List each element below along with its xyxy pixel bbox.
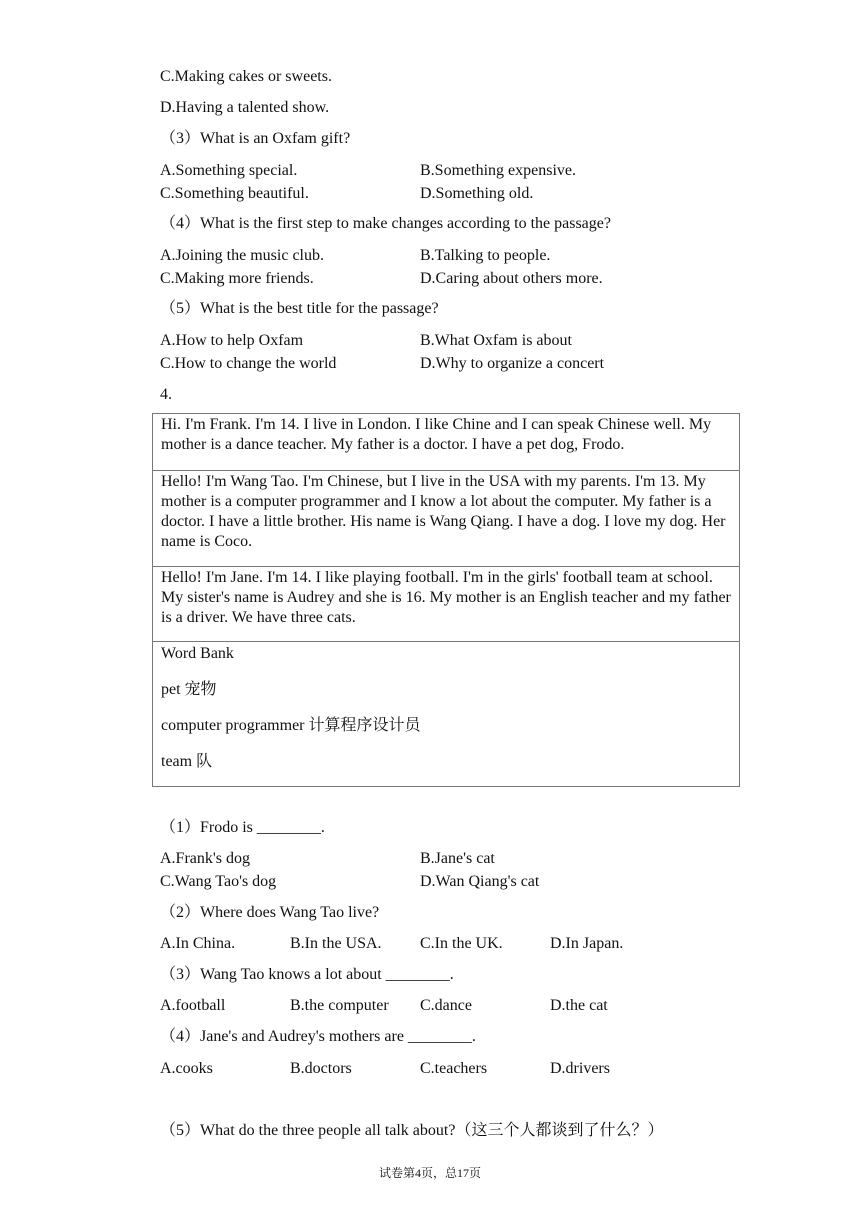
passage-table (152, 413, 740, 787)
option-b: B.What Oxfam is about (420, 332, 572, 349)
option-b: B.the computer (290, 997, 389, 1014)
option-d: D.Something old. (420, 185, 534, 202)
option-d: D.drivers (550, 1060, 610, 1077)
passage-jane: Hello! I'm Jane. I'm 14. I like playing football. I'm in the girls' football team at school. My sister's name is Audrey and she is 16. My mother is an English teacher and my father is a driver. We have three cats. (153, 567, 739, 642)
word-bank-entry: pet 宠物 (161, 681, 217, 698)
question-4-2: （2）Where does Wang Tao live? (160, 904, 380, 921)
question-4-1: （1）Frodo is ________. (160, 819, 325, 836)
option-a: A.Something special. (160, 162, 298, 179)
option-c: C.Making more friends. (160, 270, 314, 287)
option-b: B.Talking to people. (420, 247, 551, 264)
word-bank-entry: computer programmer 计算程序设计员 (161, 717, 421, 734)
option-d: D.Why to organize a concert (420, 355, 605, 372)
option-c: C.In the UK. (420, 935, 503, 952)
option-a: A.Frank's dog (160, 850, 250, 867)
option-d: D.Wan Qiang's cat (420, 873, 540, 890)
word-bank (153, 642, 739, 786)
option-b: B.doctors (290, 1060, 352, 1077)
question-4-3: （3）Wang Tao knows a lot about ________. (160, 966, 454, 983)
question-3-5: （5）What is the best title for the passage? (160, 300, 439, 317)
word-bank-title: Word Bank (161, 645, 234, 662)
option-c: C.Something beautiful. (160, 185, 309, 202)
option-b: B.Something expensive. (420, 162, 576, 179)
option-d: D.Having a talented show. (160, 99, 330, 116)
question-4-5: （5）What do the three people all talk about?（这三个人都谈到了什么？） (160, 1122, 664, 1139)
option-d: D.In Japan. (550, 935, 624, 952)
passage-frank: Hi. I'm Frank. I'm 14. I live in London. I like Chine and I can speak Chinese well. My mother is a dance teacher. My father is a doctor. I have a pet dog, Frodo. (153, 414, 739, 471)
option-c: C.Making cakes or sweets. (160, 68, 332, 85)
option-c: C.Wang Tao's dog (160, 873, 277, 890)
word-bank-entry: team 队 (161, 753, 213, 770)
question-3-3: （3）What is an Oxfam gift? (160, 130, 351, 147)
passage-wang-tao: Hello! I'm Wang Tao. I'm Chinese, but I live in the USA with my parents. I'm 13. My mother is a computer programmer and I know a lot about the computer. My father is a doctor. I have a little brother. His name is Wang Qiang. I have a dog. I love my dog. Her name is Coco. (153, 471, 739, 567)
option-d: D.the cat (550, 997, 608, 1014)
question-4-4: （4）Jane's and Audrey's mothers are ________. (160, 1028, 476, 1045)
question-number: 4. (160, 386, 172, 403)
option-c: C.teachers (420, 1060, 488, 1077)
question-3-4: （4）What is the first step to make changes according to the passage? (160, 215, 611, 232)
option-b: B.Jane's cat (420, 850, 495, 867)
option-a: A.How to help Oxfam (160, 332, 304, 349)
option-a: A.cooks (160, 1060, 213, 1077)
option-b: B.In the USA. (290, 935, 382, 952)
option-a: A.Joining the music club. (160, 247, 324, 264)
option-a: A.In China. (160, 935, 236, 952)
option-c: C.dance (420, 997, 472, 1014)
option-c: C.How to change the world (160, 355, 337, 372)
page-footer: 试卷第4页，总17页 (378, 1166, 481, 1180)
option-d: D.Caring about others more. (420, 270, 603, 287)
option-a: A.football (160, 997, 226, 1014)
